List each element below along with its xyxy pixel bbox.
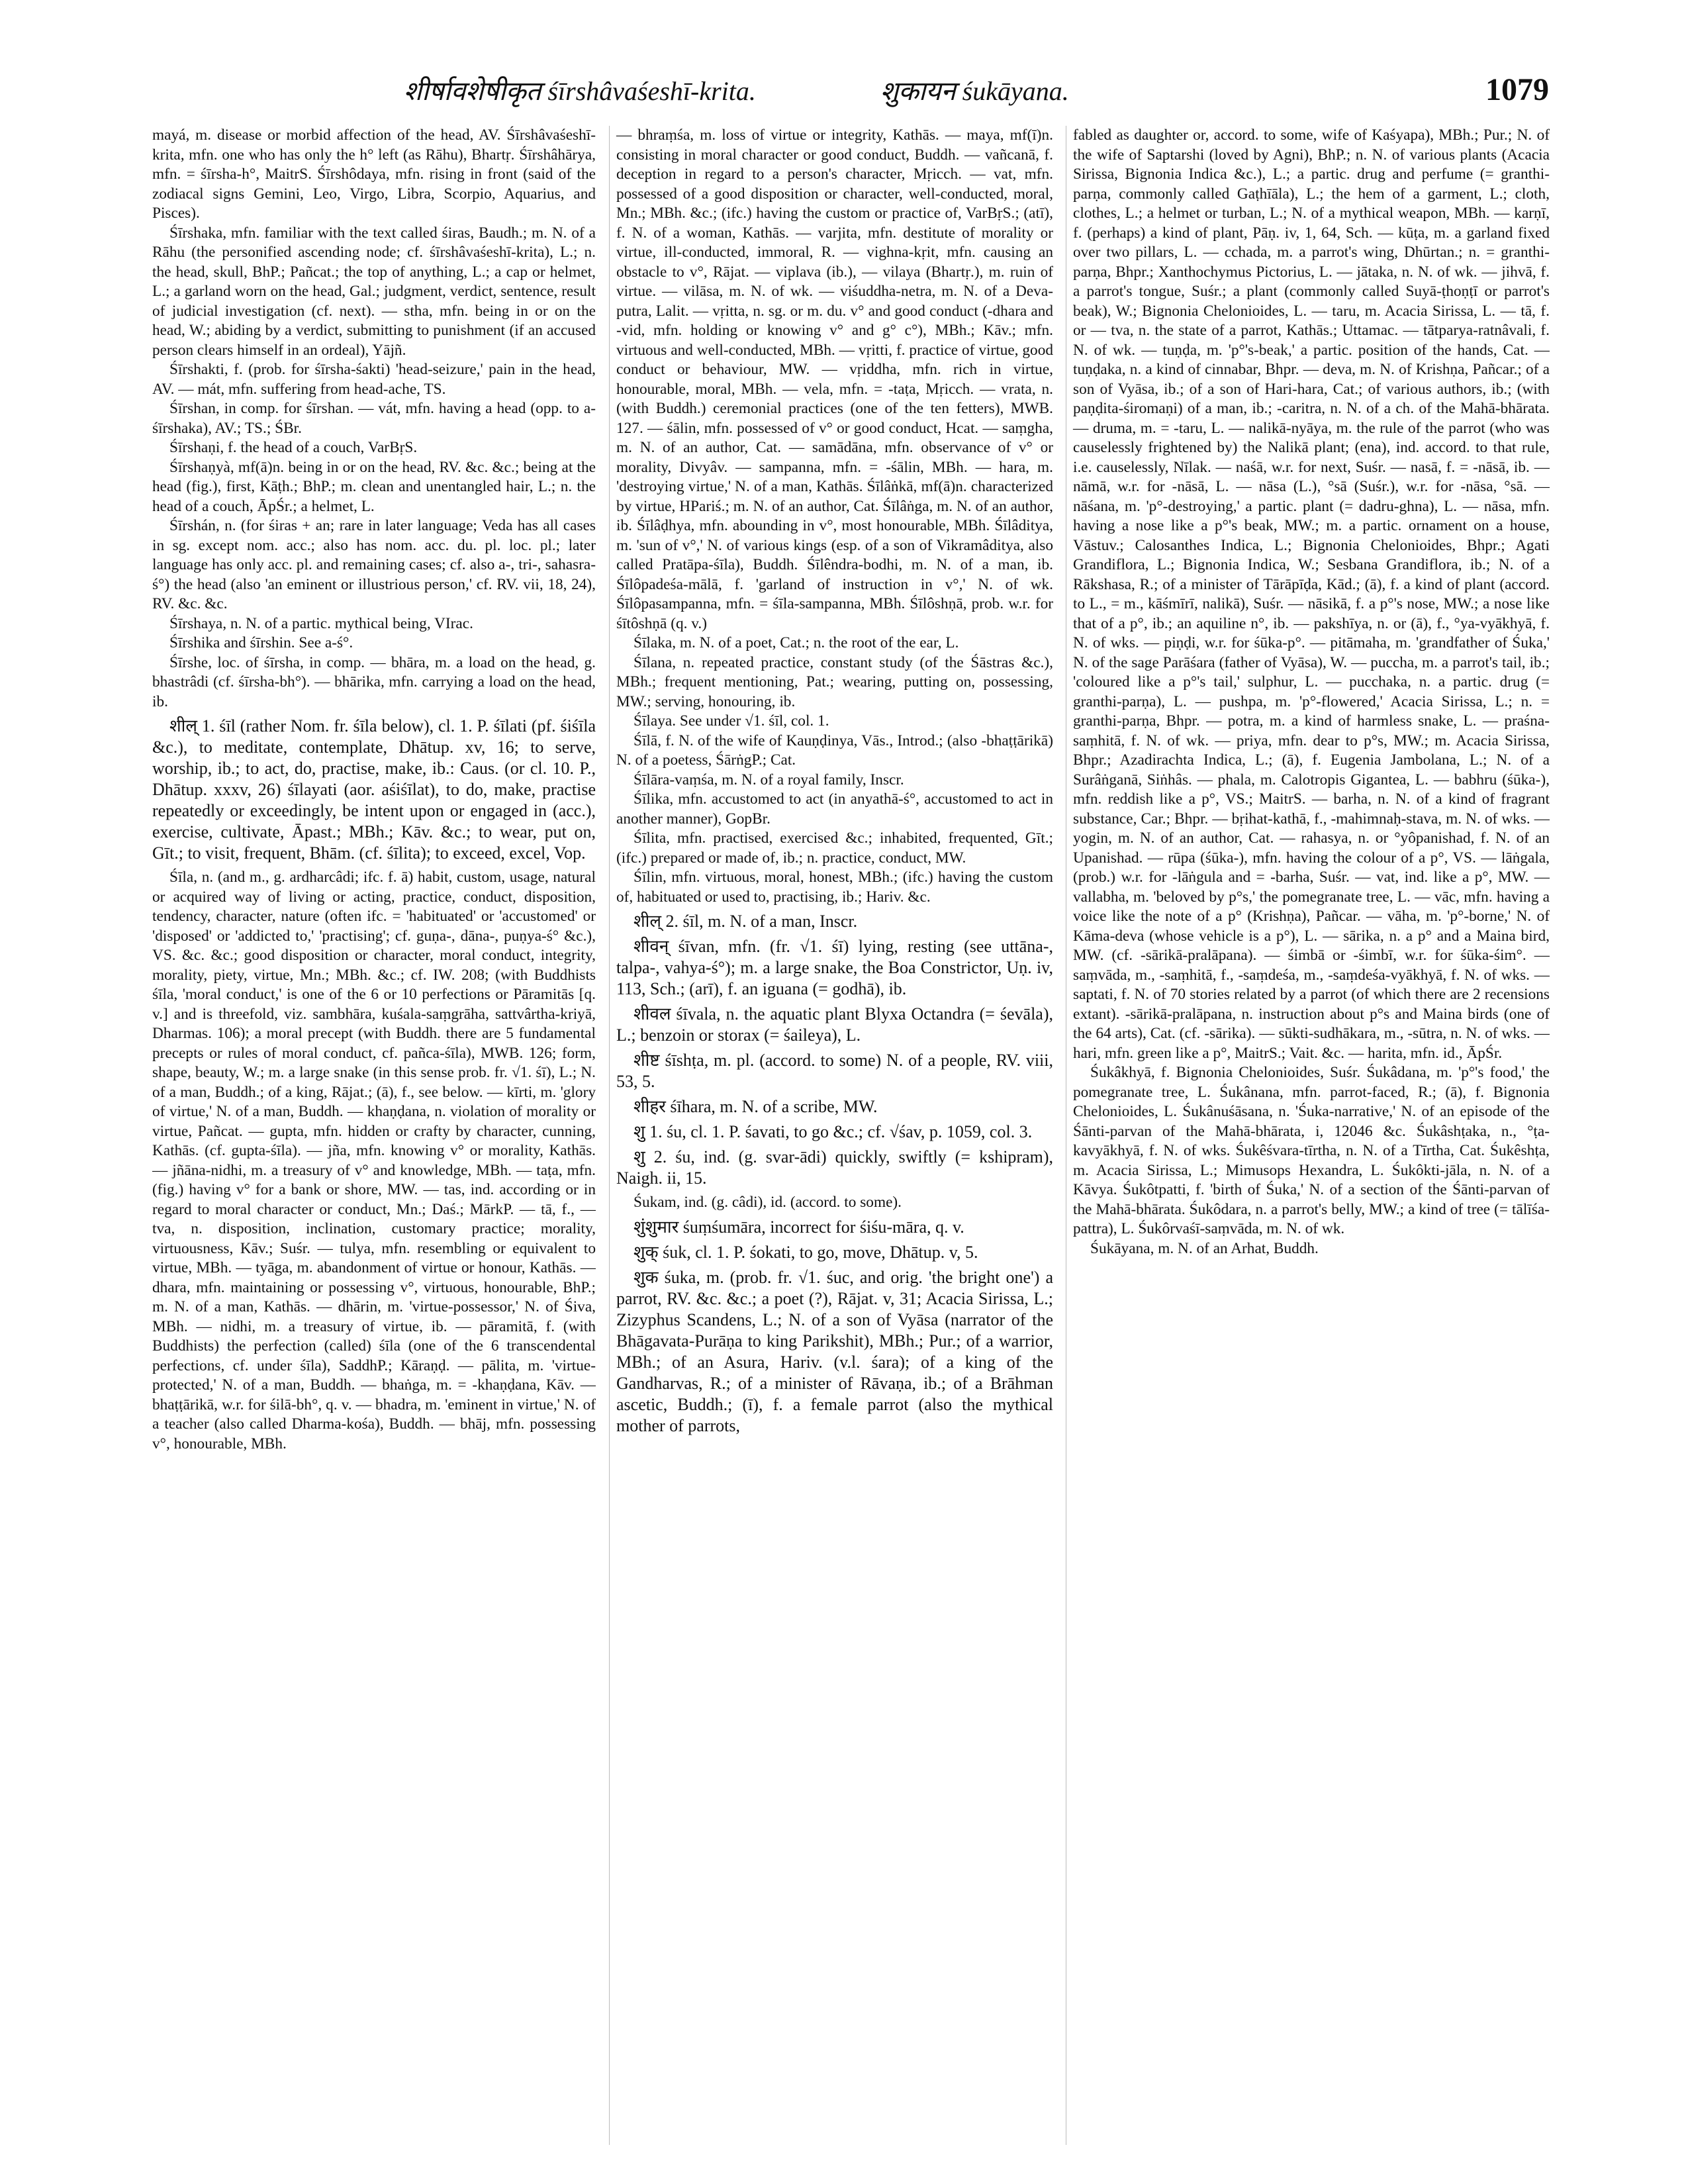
header-left-headword: शीर्षावशेषीकृत śīrshâvaśeshī-krita. [404, 76, 756, 106]
entry: Śīlāra-vaṃśa, m. N. of a royal family, Inscr. [633, 771, 904, 788]
entry: Śīlaka, m. N. of a poet, Cat.; n. the root of the ear, L. [633, 634, 959, 651]
root-entry: शु 1. śu, cl. 1. P. śavati, to go &c.; cf. √śav, p. 1059, col. 3. [633, 1122, 1033, 1141]
entry: Śīlaya. See under √1. śīl, col. 1. [633, 712, 829, 730]
header-right-headword: शुकायन śukāyana. [880, 76, 1069, 106]
entry: Śīrshe, loc. of śīrsha, in comp. — bhāra, m. a load on the head, g. bhastrâdi (cf. śīrsha-bh°). — bhārika, mfn. carrying a load on the head, ib. [152, 653, 596, 710]
root-entry: शील् 2. śīl, m. N. of a man, Inscr. [633, 912, 858, 931]
column-1 [152, 126, 596, 2145]
root-entry: शु 2. śu, ind. (g. svar-ādi) quickly, swiftly (= kshipram), Naigh. ii, 15. [616, 1147, 1053, 1188]
root-entry: शीहर śīhara, m. N. of a scribe, MW. [633, 1097, 878, 1116]
root-entry: शुक śuka, m. (prob. fr. √1. śuc, and orig. 'the bright one') a parrot, RV. &c. &c.; a poet (?), Rājat. v, 31; Acacia Sirissa, L.; Zizyphus Scandens, L.; N. of a son of Vyāsa (narrator of the Bhāgavata-Purāṇa to king Parikshit), MBh.; Pur.; of a warrior, MBh.; of an Asura, Hariv. (v.l. śara); of a king of the Gandharvas, R.; of a minister of Rāvaṇa, ib.; of a Brāhman ascetic, Buddh.; (ī), f. a female parrot (also the mythical mother of parrots, [616, 1267, 1053, 1435]
entry: Śīlin, mfn. virtuous, moral, honest, MBh.; (ifc.) having the custom of, habituated or used to, practising, ib.; Hariv. &c. [616, 869, 1053, 906]
entry: Śukāyana, m. N. of an Arhat, Buddh. [1090, 1239, 1319, 1257]
root-entry: शुंशुमार śuṃśumāra, incorrect for śiśu-māra, q. v. [633, 1217, 964, 1237]
entry: Śīrshaṇyà, mf(ā)n. being in or on the head, RV. &c. &c.; being at the head (fig.), first, Kāṭh.; BhP.; m. clean and unentangled hair, L.; n. the head of a couch, ĀpŚr.; a helmet, L. [152, 458, 596, 515]
page-header [152, 71, 1549, 118]
entry: Śīrshaka, mfn. familiar with the text called śiras, Baudh.; m. N. of a Rāhu (the personified ascending node; cf. śīrshâvaśeshī-krita), L.; n. the head, skull, BhP.; Pañcat.; the top of anything, L.; a cap or helmet, L.; a garland worn on the head, Gal.; judgment, verdict, sentence, result of judicial investigation (cf. next). — stha, mfn. being in or on the head, W.; abiding by a verdict, submitting to punishment (if an accused person clears himself in an ordeal), Yājñ. [152, 224, 596, 359]
entry: mayá, m. disease or morbid affection of the head, AV. Śīrshâvaśeshī-krita, mfn. one who has only the h° left (as Rāhu), Bhartṛ. Śīrshâhārya, mfn. = śīrsha-h°, MaitrS. Śīrshôdaya, mfn. rising in front (said of the zodiacal signs Gemini, Leo, Virgo, Libra, Scorpio, Aquarius, and Pisces). [152, 126, 596, 222]
entry: Śīrshakti, f. (prob. for śīrsha-śakti) 'head-seizure,' pain in the head, AV. — mát, mfn. suffering from head-ache, TS. [152, 361, 596, 398]
root-entry: शीष्ट śīshṭa, m. pl. (accord. to some) N. of a people, RV. viii, 53, 5. [616, 1051, 1053, 1091]
entry: Śīrshán, n. (for śiras + an; rare in later language; Veda has all cases in sg. except nom. acc.; also has nom. acc. du. pl. loc. pl.; later language has only acc. pl. and remaining cases; cf. also a-, tri-, sahasra-ś°) the head (also 'an eminent or illustrious person,' cf. RV. vii, 18, 24), RV. &c. &c. [152, 517, 596, 612]
text-columns [152, 126, 1549, 2145]
root-entry: शुक् śuk, cl. 1. P. śokati, to go, move, Dhātup. v, 5. [633, 1242, 978, 1262]
entry: Śīlana, n. repeated practice, constant study (of the Śāstras &c.), MBh.; frequent mentioning, Pat.; wearing, putting on, possessing, MW.; serving, honouring, ib. [616, 653, 1053, 710]
column-3 [1066, 126, 1550, 2145]
entry: Śukâkhyā, f. Bignonia Chelonioides, Suśr. Śukâdana, m. 'p°'s food,' the pomegranate tree, L. Śukânana, mfn. parrot-faced, R.; (ā), f. Bignonia Chelonioides, L. Śukânuśāsana, n. 'Śuka-narrative,' N. of an episode of the Śānti-parvan of the Mahā-bhārata, i, 12046 &c. Śukâshṭaka, n., °ṭa-kavyākhyā, f. N. of wks. Śukêśvara-tīrtha, n. N. of a Tīrtha, Cat. Śukêshṭa, m. Acacia Sirissa, L.; Mimusops Hexandra, L. Śukôkti-jāla, n. N. of a Kāvya. Śukôtpatti, f. 'birth of Śuka,' N. of a section of the Śānti-parvan of the Mahā-bhārata. Śukôdara, n. a parrot's belly, MW.; a kind of tree (= tālīśa-pattra), L. Śukôrvaśī-saṃvāda, m. N. of wk. [1073, 1064, 1550, 1237]
entry: fabled as daughter or, accord. to some, wife of Kaśyapa), MBh.; Pur.; N. of the wife of Saptarshi (loved by Agni), BhP.; n. N. of various plants (Acacia Sirissa, Bignonia Indica &c.), L.; a partic. drug and perfume (= granthi-parṇa, commonly called Gaṭhīāla), L.; the hem of a garment, L.; cloth, clothes, L.; a helmet or turban, L.; N. of a mythical weapon, MBh. — karṇī, f. (perhaps) a kind of plant, Pāṇ. iv, 1, 64, Sch. — kūṭa, m. a garland fixed over two pillars, L. — cchada, m. a parrot's wing, Dhūrtan.; n. = granthi-parṇa, Bhpr.; Xanthochymus Pictorius, L. — jātaka, n. N. of wk. — jihvā, f. a parrot's tongue, Suśr.; a plant (commonly called Suyā-ṭhoṇṭī or parrot's beak), W.; Bignonia Chelonioides, L. — taru, m. Acacia Sirissa, L. — tā, f. or — tva, n. the state of a parrot, Kathās.; Uttamac. — tātparya-ratnâvali, f. N. of wk. — tuṇḍa, m. 'p°'s-beak,' a partic. position of the hands, Cat. — tuṇḍaka, n. a kind of cinnabar, Bhpr. — deva, m. N. of Krishṇa, Pañcar.; of a son of Vyāsa, ib.; of a son of Hari-hara, Cat.; of various authors, ib.; (with paṇḍita-śiromaṇi) of a man, ib.; -caritra, n. N. of a ch. of the Mahā-bhārata. — druma, m. = -taru, L. — nalikā-nyāya, m. the rule of the parrot (who was causelessly frightened by) the Nalikā plant; (ena), ind. accord. to that rule, i.e. causelessly, Nīlak. — naśā, w.r. for next, Suśr. — nasā, f. = -nāsā, ib. — nāmā, w.r. for -nāsā, L. — nāsa (L.), °sā (Suśr.), w.r. for -nāsa, °sā. — nāśana, m. 'p°-destroying,' a partic. plant (= dadru-ghna), L. — nāsa, mfn. having a nose like a p°'s beak, MW.; m. a partic. ornament on a house, Vāstuv.; Calosanthes Indica, L.; Bignonia Chelonioides, Bhpr.; Agati Grandiflora, L.; Bignonia Indica, W.; Sesbana Grandiflora, ib.; N. of a Rākshasa, R.; of a minister of Tārāpīḍa, Kād.; (ā), f. a kind of plant (accord. to L., = m., kāśmīrī, nalikā), Suśr. — nāsikā, f. a p°'s nose, MW.; a nose like that of a p°, ib.; an aquiline n°, ib. — pakshīya, n. or (ā), f., °ya-vyākhyā, f. N. of wks. — piṇḍi, w.r. for śūka-p°. — pitāmaha, m. 'grandfather of Śuka,' N. of the sage Parāśara (father of Vyāsa), W. — puccha, m. a parrot's tail, ib.; 'coloured like a p°'s tail,' sulphur, L. — pucchaka, n. a partic. drug (= granthi-parṇa), L. — pushpa, m. 'p°-flowered,' Acacia Sirissa, L.; n. = granthi-parṇa, Bhpr. — potra, m. a kind of harmless snake, L. — praśna-saṃhitā, f. N. of wk. — priya, mfn. dear to p°s, MW.; m. Acacia Sirissa, Bhpr.; Azadirachta Indica, L.; (ā), f. Eugenia Jambolana, L.; N. of a Surâṅganā, Siṅhâs. — phala, m. Calotropis Gigantea, L. — babhru (śūka-), mfn. reddish like a p°, VS.; MaitrS. — barha, n. N. of a kind of fragrant substance, Car.; Bhpr. — bṛihat-kathā, f., -mahimnaḥ-stava, m. N. of wks. — yogin, m. N. of an author, Cat. — rahasya, n. or °yôpanishad, f. N. of an Upanishad. — rūpa (śūka-), mfn. having the colour of a p°, VS. — lāṅgala, (prob.) w.r. for -lāṅgula and = -barha, Suśr. — vat, ind. like a p°, MW. — vallabha, m. 'beloved by p°s,' the pomegranate tree, L. — vāc, mfn. having a voice like the note of a p° (Krishṇa), Pañcar. — vāha, m. 'p°-borne,' N. of Kāma-deva (whose vehicle is a p°), L. — sārika, n. a p° and a Maina bird, MW. (cf. -sārikā-pralāpana). — śimbā or -śimbī, w.r. for śūka-śim°. — saṃvāda, m., -saṃhitā, f., -saṃdeśa, m., -saṃdeśa-vyākhyā, f. N. of wks. — saptati, f. N. of 70 stories related by a parrot (of which there are 2 recensions extant). -sārikā-pralāpana, n. instruction about p°s and Maina birds (one of the 64 arts), Cat. (cf. -sārika). — sūkti-sudhākara, m., -sūtra, n. N. of wks. — hari, mfn. green like a p°, MaitrS.; Vait. &c. — harita, mfn. id., ĀpŚr. [1073, 126, 1550, 1062]
root-entry: शीवन् śīvan, mfn. (fr. √1. śī) lying, resting (see uttāna-, talpa-, vahya-ś°); m. a large snake, the Boa Constrictor, Uṇ. iv, 113, Sch.; (arī), f. an iguana (= godhā), ib. [616, 937, 1053, 998]
entry: Śīrshaṇi, f. the head of a couch, VarBṛS. [169, 439, 418, 456]
entry: Śīlā, f. N. of the wife of Kauṇḍinya, Vās., Introd.; (also -bhaṭṭārikā) N. of a poetess, ŚārṅgP.; Cat. [616, 732, 1053, 769]
entry: Śukam, ind. (g. câdi), id. (accord. to some). [633, 1194, 902, 1211]
entry: Śīlika, mfn. accustomed to act (in anyathā-ś°, accustomed to act in another manner), GopBr. [616, 790, 1053, 828]
root-entry: शीवल śīvala, n. the aquatic plant Blyxa Octandra (= śevāla), L.; benzoin or storax (= śaileya), L. [616, 1004, 1053, 1045]
entry: — bhraṃśa, m. loss of virtue or integrity, Kathās. — maya, mf(ī)n. consisting in moral character or good conduct, Buddh. — vañcanā, f. deception in regard to a person's character, Mṛicch. — vat, mfn. possessed of a good disposition or character, well-conducted, moral, Mn.; MBh. &c.; (ifc.) having the custom or practice of, VarBṛS.; (atī), f. N. of a woman, Kathās. — varjita, mfn. destitute of morality or virtue, ill-conducted, immoral, R. — vighna-kṛit, mfn. causing an obstacle to v°, Rājat. — viplava (ib.), — vilaya (Bhartṛ.), m. ruin of virtue. — vilāsa, m. N. of wk. — viśuddha-netra, m. N. of a Deva-putra, Lalit. — vṛitta, n. sg. or m. du. v° and good conduct (-dhara and -vid, mfn. holding or knowing v° and g° c°), MBh.; Kāv.; mfn. virtuous and well-conducted, MBh. — vṛitti, f. practice of virtue, good conduct or behaviour, MW. — vṛiddha, mfn. rich in virtue, honourable, moral, MBh. — vela, mfn. = -taṭa, Mṛicch. — vrata, n. (with Buddh.) ceremonial practices (one of the ten fetters), MWB. 127. — śālin, mfn. possessed of v° or good conduct, Hcat. — saṃgha, m. N. of an author, Cat. — samādāna, mfn. observance of v° or morality, Divyâv. — sampanna, mfn. = -śālin, MBh. — hara, m. 'destroying virtue,' N. of a man, Kathās. Śīlâṅkā, mf(ā)n. characterized by virtue, HPariś.; m. N. of an author, Cat. Śīlâṅga, m. N. of an author, ib. Śīlâḍhya, mfn. abounding in v°, most honourable, MBh. Śīlâditya, m. 'sun of v°,' N. of various kings (esp. of a son of Vikramâditya, also called Pratāpa-śīla), Buddh. Śīlêndra-bodhi, m. N. of a man, ib. Śīlôpadeśa-mālā, f. 'garland of instruction in v°,' N. of wk. Śīlôpasampanna, mfn. = śīla-sampanna, MBh. Śīlôshṇā, prob. w.r. for śītôshṇā (q. v.) [616, 126, 1053, 632]
entry: Śīla, n. (and m., g. ardharcâdi; ifc. f. ā) habit, custom, usage, natural or acquired way of living or acting, practice, conduct, disposition, tendency, character, nature (often ifc. = 'habituated' or 'accustomed' or 'disposed' or 'addicted to,' 'practising'; cf. guṇa-, dāna-, puṇya-ś° &c.), VS. &c. &c.; good disposition or character, moral conduct, integrity, morality, piety, virtue, Mn.; MBh. &c.; cf. IW. 208; (with Buddhists śīla, 'moral conduct,' is one of the 6 or 10 perfections or Pāramitās [q. v.] and is threefold, viz. sambhāra, kuśala-saṃgrāha, sattvârtha-kriyā, Dharmas. 106); a moral precept (with Buddh. there are 5 fundamental precepts or rules of moral conduct, cf. pañca-śīla), MWB. 126; form, shape, beauty, W.; m. a large snake (in this sense prob. fr. √1. śī), L.; N. of a man, Buddh.; of a king, Rājat.; (ā), f., see below. — kīrti, m. 'glory of virtue,' N. of a man, Buddh. — khaṇḍana, n. violation of morality or virtue, Pañcat. — gupta, mfn. hidden or crafty by character, cunning, Kathās. (cf. gupta-śīla). — jña, mfn. knowing v° or morality, Kathās. — jñāna-nidhi, m. a treasury of v° and knowledge, MBh. — taṭa, mfn. (fig.) having v° for a bank or shore, MW. — tas, ind. according or in regard to moral character or conduct, Mn.; Daś.; MārkP. — tā, f., — tva, n. disposition, inclination, customary practice; morality, virtuousness, Kāv.; Suśr. — tulya, mfn. resembling or equivalent to virtue, MBh. — tyāga, m. abandonment of virtue or honour, Kathās. — dhara, mfn. maintaining or possessing v°, virtuous, honourable, BhP.; m. N. of a man, Kathās. — dhārin, m. 'virtue-possessor,' N. of Śiva, MBh. — nidhi, m. a treasury of virtue, ib. — pāramitā, f. (with Buddhists) the perfection (called) śīla (one of the 6 transcendental perfections, cf. under śīla), SaddhP.; Kāraṇḍ. — pālita, m. 'virtue-protected,' N. of a man, Buddh. — bhaṅga, m. = -khaṇḍana, Kāv. — bhaṭṭārikā, w.r. for śilā-bh°, q. v. — bhadra, m. 'eminent in virtue,' N. of a teacher (also called Dharma-kośa), Buddh. — bhāj, mfn. possessing v°, honourable, MBh. [152, 869, 596, 1452]
entry: Śīrshika and śīrshin. See a-ś°. [169, 634, 353, 651]
entry: Śīrshaya, n. N. of a partic. mythical being, VIrac. [169, 614, 473, 632]
column-2 [609, 126, 1053, 2145]
entry: Śīlita, mfn. practised, exercised &c.; inhabited, frequented, Gīt.; (ifc.) prepared or made of, ib.; n. practice, conduct, MW. [616, 830, 1053, 867]
root-entry: शील् 1. śīl (rather Nom. fr. śīla below), cl. 1. P. śīlati (pf. śiśīla &c.), to meditate, contemplate, Dhātup. xv, 16; to serve, worship, ib.; to act, do, practise, make, ib.: Caus. (or cl. 10. P., Dhātup. xxxv, 26) śīlayati (aor. aśiśīlat), to do, make, practise repeatedly or exceedingly, be intent upon or engaged in (acc.), exercise, cultivate, Āpast.; MBh.; Kāv. &c.; to wear, put on, Gīt.; to visit, frequent, Bhām. (cf. śīlita); to exceed, excel, Vop. [152, 716, 596, 863]
entry: Śīrshan, in comp. for śīrshan. — vát, mfn. having a head (opp. to a-śīrshaka), AV.; TS.; ŚBr. [152, 400, 596, 437]
page-number: 1079 [1485, 72, 1549, 107]
